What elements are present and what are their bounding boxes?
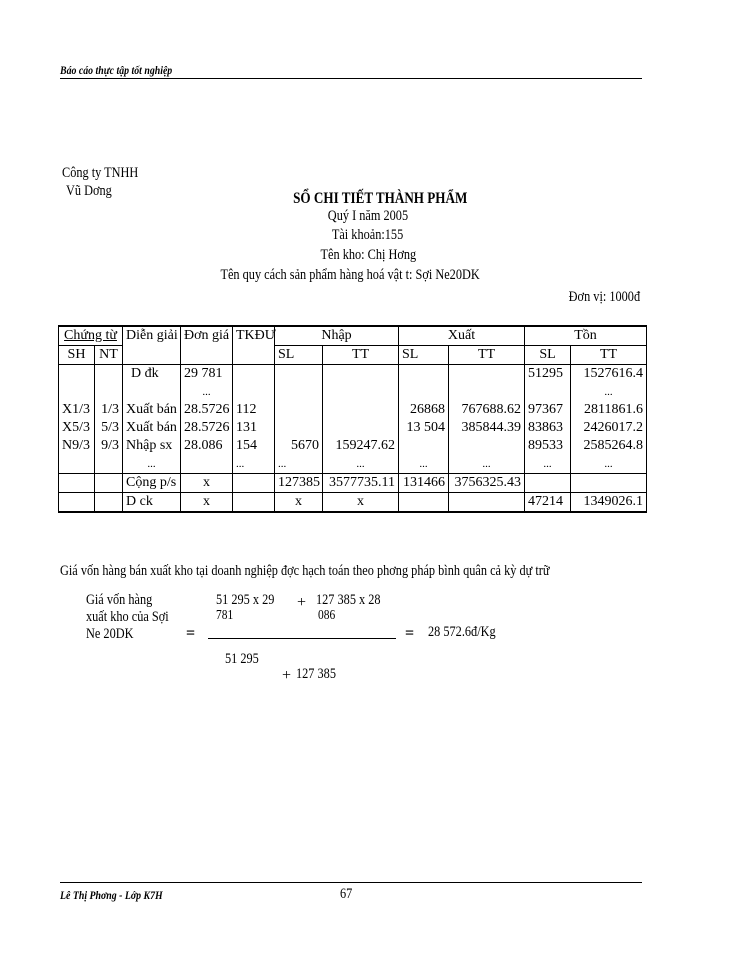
opening-bal-tt: 1527616.4 (571, 365, 647, 384)
formula-equals-sign: = (186, 625, 196, 642)
row-account: 131 (233, 419, 275, 437)
header-account: TKĐƯ (233, 326, 275, 365)
document-title: SỔ CHI TIẾT THÀNH PHẨM (292, 190, 468, 207)
footer-author: Lê Thị Phơng - Lớp K7H (60, 888, 163, 902)
table-row (59, 401, 647, 419)
row-bal-tt: 2426017.2 (571, 419, 647, 437)
footer-rule (60, 882, 642, 883)
row-bal-tt: 2811861.6 (571, 401, 647, 419)
row-nt: 9/3 (95, 437, 123, 455)
total-out-tt: 3756325.43 (449, 474, 525, 493)
formula-numerator-2: 127 385 x 28 (316, 592, 381, 608)
header-in-sl: SL (275, 346, 323, 365)
header-out: Xuất (399, 326, 525, 346)
header-out-tt: TT (449, 346, 525, 365)
row-out-sl (399, 437, 449, 455)
opening-label: D đk (123, 365, 181, 384)
total-label: Cộng p/s (123, 474, 181, 493)
row-in-sl (275, 401, 323, 419)
formula-denominator-1: 51 295 (225, 651, 259, 667)
document-period: Quý I năm 2005 (327, 208, 409, 224)
closing-in-tt: x (323, 493, 399, 513)
row-price: 28.5726 (181, 419, 233, 437)
table-row (59, 419, 647, 437)
total-out-sl: 131466 (399, 474, 449, 493)
header-sh: SH (59, 346, 95, 365)
header-in-tt: TT (323, 346, 399, 365)
document-product: Tên quy cách sản phẩm hàng hoá vật t: Sợi Ne20DK (220, 267, 480, 283)
row-desc: Xuất bán (123, 401, 181, 419)
document-account: Tài khoản:155 (332, 227, 404, 243)
row-out-tt: 385844.39 (449, 419, 525, 437)
row-nt: 1/3 (95, 401, 123, 419)
ellipsis: ... (571, 455, 647, 474)
row-in-tt (323, 419, 399, 437)
closing-bal-sl: 47214 (525, 493, 571, 513)
ellipsis: ... (571, 383, 647, 401)
row-sh: N9/3 (59, 437, 95, 455)
formula-numerator-1: 51 295 x 29 (216, 592, 275, 608)
row-out-sl: 26868 (399, 401, 449, 419)
row-out-sl: 13 504 (399, 419, 449, 437)
total-price: x (181, 474, 233, 493)
row-desc: Xuất bán (123, 419, 181, 437)
row-in-sl (275, 419, 323, 437)
closing-in-sl: x (275, 493, 323, 513)
ellipsis: ... (123, 455, 181, 474)
row-out-tt: 767688.62 (449, 401, 525, 419)
table-row-closing (59, 493, 647, 513)
document-warehouse: Tên kho: Chị Hơng (320, 247, 416, 263)
header-bal-sl: SL (525, 346, 571, 365)
formula-equals-sign: = (405, 625, 415, 642)
table-row-dots-2 (59, 455, 647, 474)
row-bal-sl: 97367 (525, 401, 571, 419)
row-bal-tt: 2585264.8 (571, 437, 647, 455)
ellipsis: ... (181, 383, 233, 401)
closing-bal-tt: 1349026.1 (571, 493, 647, 513)
header-voucher: Chứng từ (59, 326, 123, 346)
opening-bal-sl: 51295 (525, 365, 571, 384)
company-line-2: Vũ Dơng (66, 183, 112, 199)
formula-result: 28 572.6đ/Kg (428, 624, 496, 640)
ellipsis: ... (323, 455, 399, 474)
table-row-opening (59, 365, 647, 384)
header-price: Đơn giá (181, 326, 233, 365)
costing-method-note: Giá vốn hàng bán xuất kho tại doanh nghiệp đợc hạch toán theo phơng pháp bình quân cả kỳ dự trữ (60, 563, 550, 579)
header-balance: Tồn (525, 326, 647, 346)
header-nt: NT (95, 346, 123, 365)
formula-plus-sign: + (297, 594, 307, 611)
formula-denominator-2: 127 385 (296, 666, 336, 682)
row-price: 28.5726 (181, 401, 233, 419)
row-account: 154 (233, 437, 275, 455)
row-bal-sl: 83863 (525, 419, 571, 437)
row-sh: X5/3 (59, 419, 95, 437)
table-row-dots-1 (59, 383, 647, 401)
row-bal-sl: 89533 (525, 437, 571, 455)
fraction-bar (208, 638, 396, 639)
table-row (59, 437, 647, 455)
table-header-row-1 (59, 326, 647, 346)
report-header-title: Báo cáo thực tập tốt nghiệp (60, 63, 173, 77)
row-account: 112 (233, 401, 275, 419)
ellipsis: ... (449, 455, 525, 474)
row-price: 28.086 (181, 437, 233, 455)
ellipsis: ... (525, 455, 571, 474)
formula-numerator-1-overflow: 781 (216, 608, 234, 623)
closing-label: D ck (123, 493, 181, 513)
total-in-sl: 127385 (275, 474, 323, 493)
row-desc: Nhập sx (123, 437, 181, 455)
row-out-tt (449, 437, 525, 455)
formula-numerator-2-overflow: 086 (318, 608, 336, 623)
row-in-sl: 5670 (275, 437, 323, 455)
closing-price: x (181, 493, 233, 513)
page-number: 67 (340, 886, 353, 902)
header-in: Nhập (275, 326, 399, 346)
company-line-1: Công ty TNHH (62, 165, 139, 181)
header-rule (60, 78, 642, 79)
total-in-tt: 3577735.11 (323, 474, 399, 493)
formula-label: Giá vốn hàng xuất kho của Sợi Ne 20DK (86, 592, 169, 642)
ellipsis: ... (275, 455, 323, 474)
table-row-total (59, 474, 647, 493)
opening-price: 29 781 (181, 365, 233, 384)
formula-plus-sign: + (282, 667, 292, 684)
row-in-tt: 159247.62 (323, 437, 399, 455)
row-in-tt (323, 401, 399, 419)
header-out-sl: SL (399, 346, 449, 365)
row-sh: X1/3 (59, 401, 95, 419)
header-bal-tt: TT (571, 346, 647, 365)
ellipsis: ... (233, 455, 275, 474)
header-description: Diễn giải (123, 326, 181, 365)
ledger-table (58, 325, 647, 513)
ellipsis: ... (399, 455, 449, 474)
row-nt: 5/3 (95, 419, 123, 437)
document-unit: Đơn vị: 1000đ (568, 289, 640, 305)
